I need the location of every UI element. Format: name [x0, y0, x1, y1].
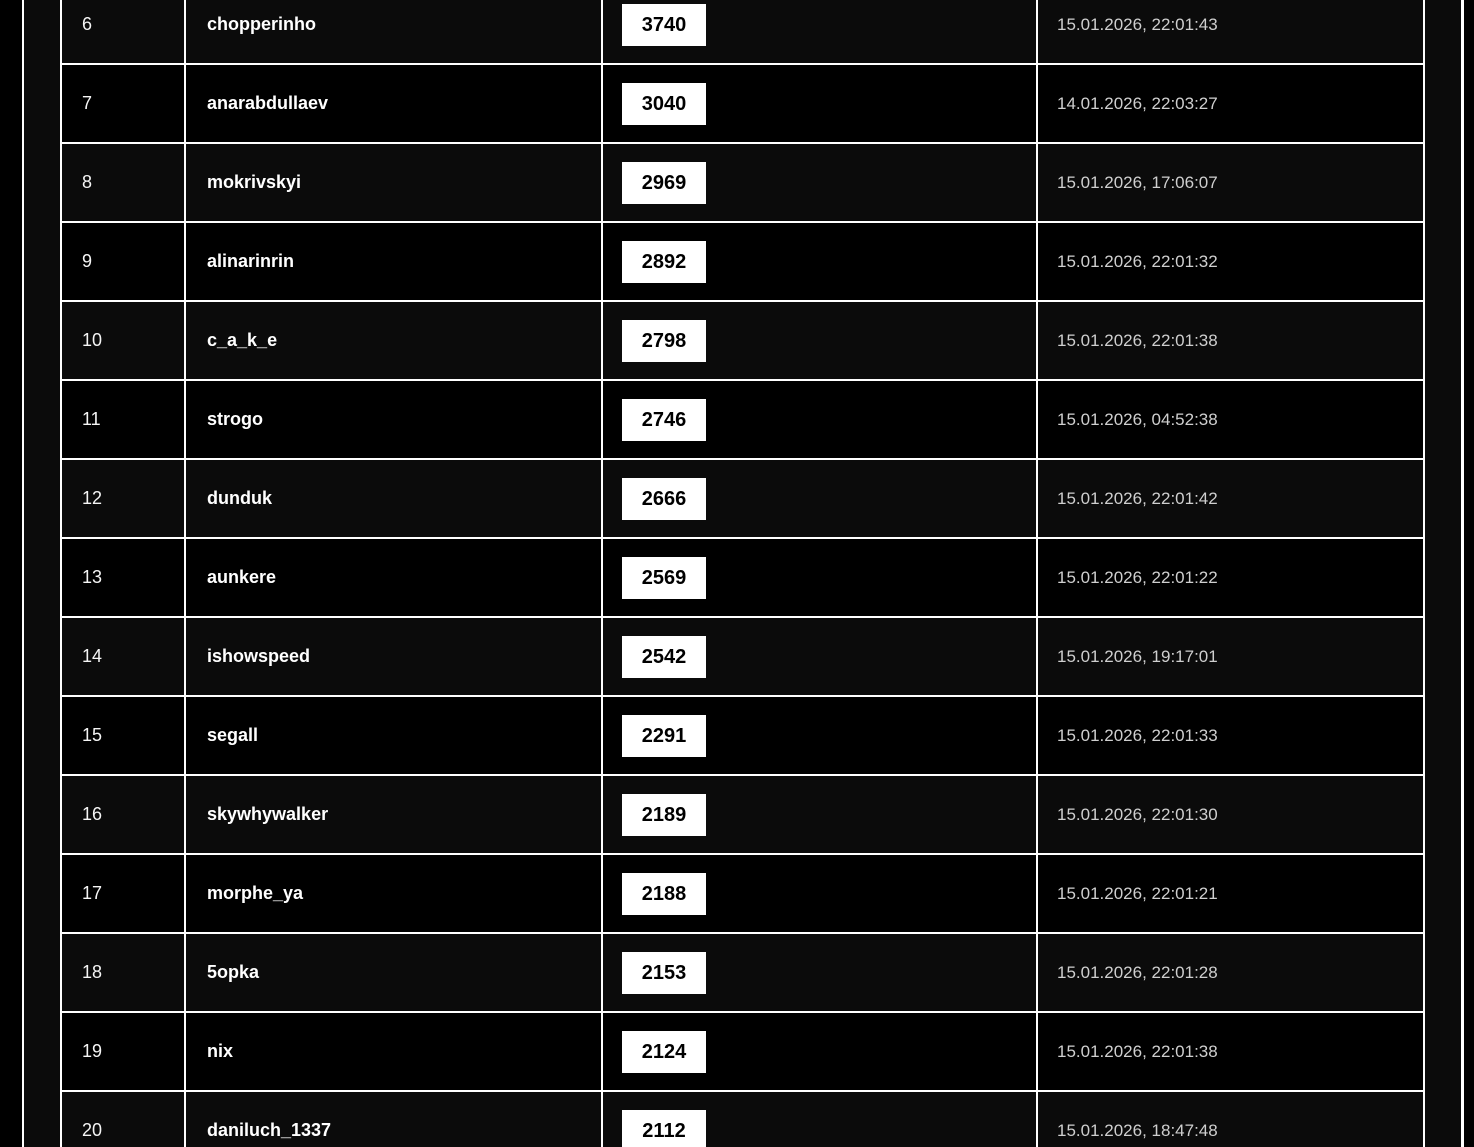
username-cell: alinarinrin: [185, 222, 602, 301]
score-cell: [602, 775, 1037, 854]
score-badge: 3740: [622, 4, 706, 46]
rank-cell: 12: [61, 459, 185, 538]
table-row: [61, 775, 1424, 854]
score-badge: 2746: [622, 399, 706, 441]
rank-cell: 11: [61, 380, 185, 459]
score-cell: [602, 854, 1037, 933]
table-row: [61, 64, 1424, 143]
date-cell: 15.01.2026, 19:17:01: [1037, 617, 1424, 696]
username-cell: strogo: [185, 380, 602, 459]
score-badge: 2542: [622, 636, 706, 678]
rank-cell: 10: [61, 301, 185, 380]
table-row: [61, 301, 1424, 380]
score-cell: [602, 459, 1037, 538]
date-cell: 15.01.2026, 22:01:42: [1037, 459, 1424, 538]
rank-cell: 6: [61, 0, 185, 64]
username-cell: daniluch_1337: [185, 1091, 602, 1147]
score-cell: [602, 696, 1037, 775]
leaderboard-table: [60, 0, 1425, 1147]
panel-right-border: [1461, 0, 1464, 1147]
score-cell: [602, 143, 1037, 222]
score-cell: [602, 380, 1037, 459]
score-cell: [602, 1091, 1037, 1147]
score-badge: 3040: [622, 83, 706, 125]
date-cell: 15.01.2026, 22:01:33: [1037, 696, 1424, 775]
rank-cell: 7: [61, 64, 185, 143]
score-badge: 2124: [622, 1031, 706, 1073]
table-row: [61, 143, 1424, 222]
panel-left-border: [22, 0, 24, 1147]
rank-cell: 8: [61, 143, 185, 222]
score-badge: 2153: [622, 952, 706, 994]
username-cell: anarabdullaev: [185, 64, 602, 143]
score-cell: [602, 538, 1037, 617]
score-cell: [602, 222, 1037, 301]
table-row: [61, 854, 1424, 933]
table-row: [61, 1012, 1424, 1091]
table-row: [61, 380, 1424, 459]
date-cell: 15.01.2026, 22:01:21: [1037, 854, 1424, 933]
username-cell: segall: [185, 696, 602, 775]
username-cell: nix: [185, 1012, 602, 1091]
date-cell: 15.01.2026, 22:01:32: [1037, 222, 1424, 301]
date-cell: 14.01.2026, 22:03:27: [1037, 64, 1424, 143]
username-cell: aunkere: [185, 538, 602, 617]
username-cell: mokrivskyi: [185, 143, 602, 222]
rank-cell: 17: [61, 854, 185, 933]
date-cell: 15.01.2026, 22:01:38: [1037, 301, 1424, 380]
rank-cell: 20: [61, 1091, 185, 1147]
username-cell: c_a_k_e: [185, 301, 602, 380]
table-row: [61, 222, 1424, 301]
rank-cell: 19: [61, 1012, 185, 1091]
score-cell: [602, 617, 1037, 696]
table-row: [61, 696, 1424, 775]
date-cell: 15.01.2026, 18:47:48: [1037, 1091, 1424, 1147]
rank-cell: 13: [61, 538, 185, 617]
username-cell: chopperinho: [185, 0, 602, 64]
table-row: [61, 933, 1424, 1012]
score-badge: 2569: [622, 557, 706, 599]
score-cell: [602, 933, 1037, 1012]
date-cell: 15.01.2026, 22:01:43: [1037, 0, 1424, 64]
date-cell: 15.01.2026, 04:52:38: [1037, 380, 1424, 459]
rank-cell: 14: [61, 617, 185, 696]
leaderboard-body: [61, 0, 1424, 1147]
username-cell: ishowspeed: [185, 617, 602, 696]
table-row: [61, 538, 1424, 617]
date-cell: 15.01.2026, 22:01:38: [1037, 1012, 1424, 1091]
score-badge: 2291: [622, 715, 706, 757]
rank-cell: 9: [61, 222, 185, 301]
rank-cell: 18: [61, 933, 185, 1012]
username-cell: dunduk: [185, 459, 602, 538]
score-cell: [602, 64, 1037, 143]
score-cell: [602, 301, 1037, 380]
score-badge: 2188: [622, 873, 706, 915]
date-cell: 15.01.2026, 22:01:28: [1037, 933, 1424, 1012]
rank-cell: 15: [61, 696, 185, 775]
table-row: [61, 0, 1424, 64]
table-row: [61, 617, 1424, 696]
table-row: [61, 459, 1424, 538]
score-badge: 2112: [622, 1110, 706, 1147]
score-badge: 2189: [622, 794, 706, 836]
date-cell: 15.01.2026, 17:06:07: [1037, 143, 1424, 222]
username-cell: 5opka: [185, 933, 602, 1012]
rank-cell: 16: [61, 775, 185, 854]
score-cell: [602, 0, 1037, 64]
score-badge: 2892: [622, 241, 706, 283]
score-badge: 2969: [622, 162, 706, 204]
username-cell: skywhywalker: [185, 775, 602, 854]
date-cell: 15.01.2026, 22:01:30: [1037, 775, 1424, 854]
date-cell: 15.01.2026, 22:01:22: [1037, 538, 1424, 617]
score-badge: 2798: [622, 320, 706, 362]
score-badge: 2666: [622, 478, 706, 520]
username-cell: morphe_ya: [185, 854, 602, 933]
table-row: [61, 1091, 1424, 1147]
score-cell: [602, 1012, 1037, 1091]
